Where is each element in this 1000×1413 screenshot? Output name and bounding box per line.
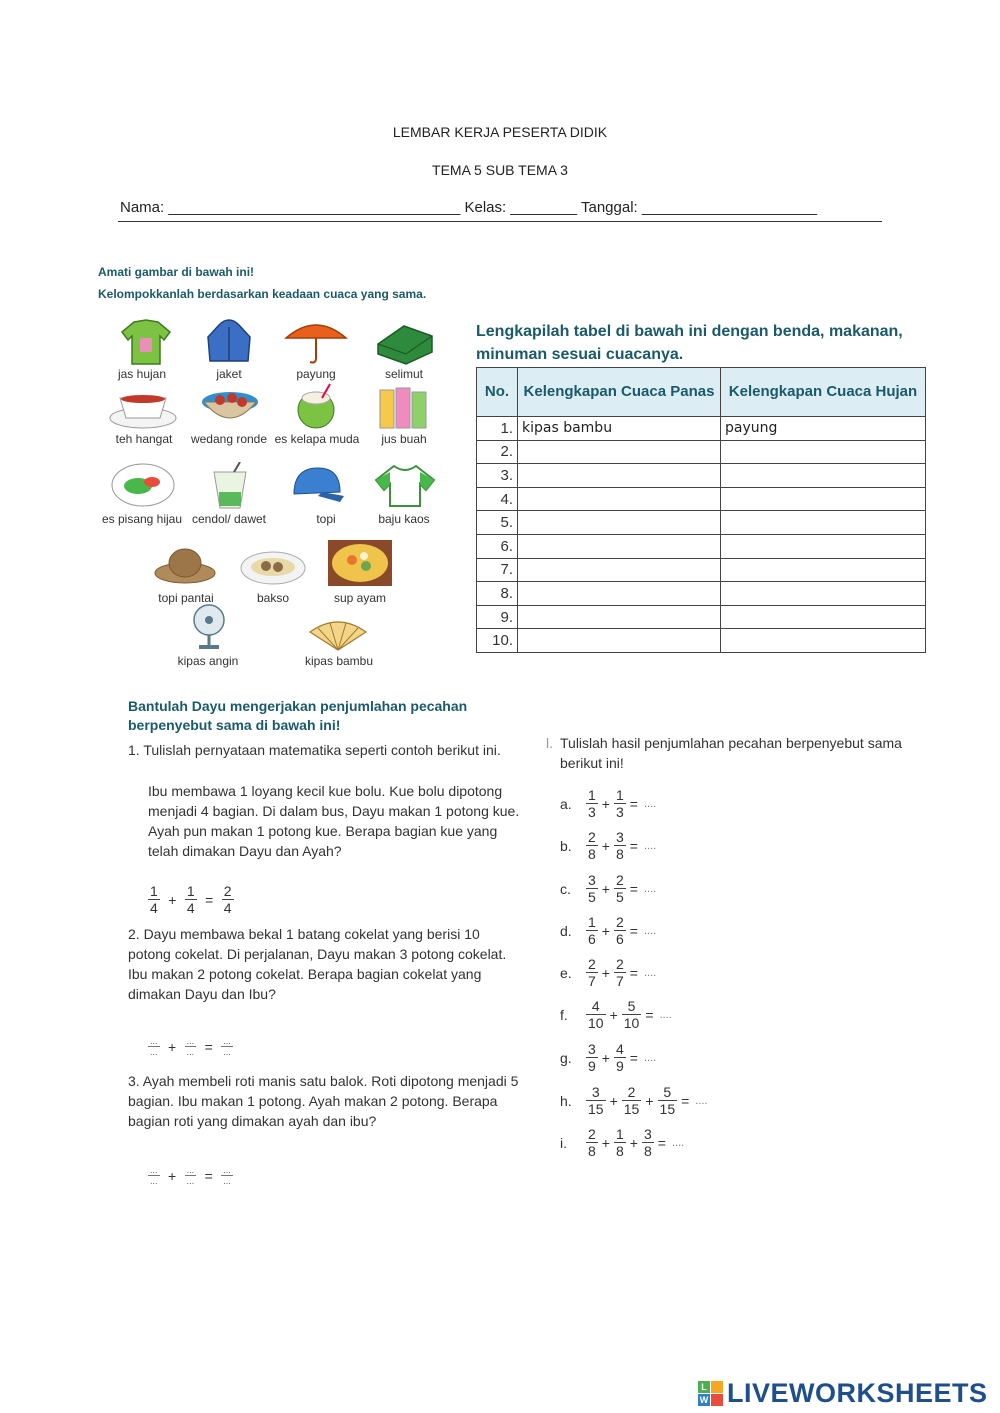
fraction: $\frac{2}{4}$ — [223, 883, 232, 916]
header-divider — [118, 221, 882, 222]
item-label-sup-ayam: sup ayam — [333, 591, 387, 605]
fraction: $\frac{1}{3}$ — [615, 787, 624, 820]
rain-answer-cell[interactable] — [721, 511, 926, 535]
row-number: 1. — [477, 417, 518, 441]
question3-answer-blank[interactable]: $\frac{...}{...}$ + $\frac{...}{...}$ = $\frac{...}{...}$ — [150, 1165, 231, 1186]
fraction: $\frac{2}{7}$ — [588, 956, 596, 989]
col-header-rain: Kelengkapan Cuaca Hujan — [721, 368, 926, 417]
worksheet-subtitle: TEMA 5 SUB TEMA 3 — [432, 162, 568, 178]
hot-answer-cell[interactable] — [518, 534, 721, 558]
item-label-es-pisang-hijau: es pisang hijau — [101, 512, 183, 526]
item-label-topi-pantai: topi pantai — [158, 591, 214, 605]
item-label-payung: payung — [296, 367, 336, 381]
table-row — [477, 464, 926, 488]
item-label-jaket: jaket — [216, 367, 242, 381]
answer-blank[interactable]: .... — [643, 1051, 657, 1064]
table-row — [477, 511, 926, 535]
fraction: $\frac{3}{8}$ — [643, 1126, 652, 1159]
brand-text: LIVEWORKSHEETS — [727, 1377, 988, 1408]
rain-answer-cell[interactable] — [721, 605, 926, 629]
fraction: $\frac{1}{4}$ — [150, 883, 158, 916]
fraction: $\frac{1}{8}$ — [615, 1126, 624, 1159]
liveworksheets-logo — [698, 1377, 988, 1409]
table-row — [477, 487, 926, 511]
answer-blank[interactable]: .... — [643, 797, 657, 810]
equals-sign: = — [657, 1134, 666, 1151]
problem-label: i. — [560, 1134, 567, 1151]
rain-answer-cell[interactable] — [721, 440, 926, 464]
section3-title: Tulislah hasil penjumlahan pecahan berpenyebut sama berikut ini! — [560, 735, 902, 771]
fraction-problem — [560, 914, 656, 947]
equals-sign: = — [629, 964, 638, 981]
rain-answer-cell[interactable] — [721, 487, 926, 511]
plus-sign: + — [609, 1006, 618, 1023]
answer-blank[interactable]: .... — [659, 1008, 672, 1021]
equals-sign: = — [645, 1006, 654, 1023]
fraction-problem — [560, 829, 656, 862]
rain-answer-cell[interactable] — [721, 464, 926, 488]
blanket-picture — [374, 322, 436, 371]
name-class-date-line: Nama: ___________________________________ Kelas: ________ Tanggal: _____________________ — [120, 199, 818, 216]
es-pisang-hijau-picture — [110, 462, 176, 513]
equals-sign: = — [629, 795, 638, 812]
beach-hat-picture — [154, 545, 216, 590]
item-label-jus-buah: jus buah — [381, 432, 427, 446]
plus-sign: + — [609, 1092, 618, 1109]
item-label-topi: topi — [316, 512, 336, 526]
item-label-kipas-angin: kipas angin — [177, 654, 239, 668]
plus-sign: + — [629, 1134, 638, 1151]
answer-blank[interactable]: .... — [695, 1094, 708, 1107]
cendol-picture — [210, 462, 250, 515]
coconut-ice-picture — [292, 382, 340, 435]
row-number: 7. — [477, 558, 518, 582]
answer-blank[interactable]: .... — [643, 924, 657, 937]
observe-instruction: Amati gambar di bawah ini! — [98, 265, 255, 279]
table-row — [477, 534, 926, 558]
chicken-soup-picture — [328, 540, 392, 591]
item-label-jas-hujan: jas hujan — [117, 367, 167, 381]
plus-sign: + — [601, 795, 610, 812]
fraction: $\frac{2}{8}$ — [588, 829, 596, 862]
weather-table — [476, 367, 926, 653]
hot-answer-cell[interactable] — [518, 582, 721, 606]
hot-answer-cell[interactable] — [518, 605, 721, 629]
section3-marker: l. — [546, 735, 553, 751]
hot-tea-picture — [108, 386, 178, 435]
fraction-problem — [560, 1084, 708, 1117]
fraction-problem — [560, 872, 656, 905]
row-number: 6. — [477, 534, 518, 558]
plus-sign: + — [601, 922, 610, 939]
item-label-wedang-ronde: wedang ronde — [190, 432, 268, 446]
fraction: $\frac{5}{15}$ — [659, 1084, 676, 1117]
plus-sign: + — [601, 964, 610, 981]
logo-badge-icon: L W — [698, 1381, 723, 1406]
fraction: $\frac{4}{9}$ — [615, 1041, 624, 1074]
rain-answer-cell[interactable] — [721, 582, 926, 606]
raincoat-picture — [120, 318, 172, 371]
equals-sign: = — [629, 880, 638, 897]
equals-sign: = — [681, 1092, 690, 1109]
rain-answer-cell[interactable]: payung — [721, 417, 926, 441]
fraction: $\frac{3}{5}$ — [588, 872, 596, 905]
table-row — [477, 582, 926, 606]
answer-blank[interactable]: .... — [643, 966, 657, 979]
table-row — [477, 629, 926, 653]
answer-blank[interactable]: .... — [643, 882, 657, 895]
plus-sign: + — [601, 837, 610, 854]
item-label-cendol-dawet: cendol/ dawet — [191, 512, 267, 526]
plus-sign: + — [601, 880, 610, 897]
worksheet-title: LEMBAR KERJA PESERTA DIDIK — [392, 124, 608, 140]
question1-story: Ibu membawa 1 loyang kecil kue bolu. Kue bolu dipotong menjadi 4 bagian. Di dalam bus, Dayu makan 1 potong kue. Ayah pun makan 1 potong kue. Berapa bagian kue yang telah dimakan Dayu dan Ayah? — [148, 783, 520, 859]
hot-answer-cell[interactable] — [518, 440, 721, 464]
table-instruction: Lengkapilah tabel di bawah ini dengan benda, makanan, minuman sesuai cuacanya. — [476, 323, 903, 363]
rain-answer-cell[interactable] — [721, 534, 926, 558]
fraction-problem — [560, 1126, 684, 1159]
fraction: $\frac{2}{6}$ — [615, 914, 624, 947]
fruit-juice-picture — [376, 380, 432, 435]
item-label-baju-kaos: baju kaos — [378, 512, 430, 526]
rain-answer-cell[interactable] — [721, 629, 926, 653]
row-number: 4. — [477, 487, 518, 511]
group-instruction: Kelompokkanlah berdasarkan keadaan cuaca yang sama. — [98, 287, 427, 301]
answer-blank[interactable]: .... — [643, 839, 657, 852]
problem-label: g. — [560, 1049, 572, 1066]
bakso-picture — [240, 550, 306, 591]
row-number: 3. — [477, 464, 518, 488]
hot-answer-cell[interactable] — [518, 464, 721, 488]
col-header-hot: Kelengkapan Cuaca Panas — [518, 368, 721, 417]
wedang-ronde-picture — [200, 384, 260, 435]
question2-text: 2. Dayu membawa bekal 1 batang cokelat yang berisi 10 potong cokelat. Di perjalanan, Dayu makan 3 potong cokelat. Ibu makan 2 potong cokelat. Berapa bagian cokelat yang dimakan Dayu dan Ibu? — [128, 926, 507, 1002]
fraction: $\frac{5}{10}$ — [623, 998, 640, 1031]
fraction: $\frac{1}{6}$ — [588, 914, 596, 947]
fraction: $\frac{2}{7}$ — [615, 956, 624, 989]
fraction: $\frac{4}{10}$ — [588, 998, 604, 1031]
hot-answer-cell[interactable] — [518, 629, 721, 653]
row-number: 9. — [477, 605, 518, 629]
question2-answer-blank[interactable]: $\frac{...}{...}$ + $\frac{...}{...}$ = $\frac{...}{...}$ — [150, 1036, 231, 1057]
cap-picture — [288, 466, 346, 509]
question3-text: 3. Ayah membeli roti manis satu balok. Roti dipotong menjadi 5 bagian. Ibu makan 1 potong. Ayah makan 2 potong. Berapa bagian roti yang dimakan ayah dan ibu? — [128, 1073, 519, 1129]
problem-label: b. — [560, 837, 572, 854]
plus-sign: + — [601, 1134, 610, 1151]
fraction: $\frac{1}{4}$ — [186, 883, 195, 916]
item-label-selimut: selimut — [384, 367, 423, 381]
col-header-no: No. — [477, 368, 518, 417]
fraction-problem — [560, 998, 672, 1031]
equals-sign: = — [629, 1049, 638, 1066]
table-row — [477, 605, 926, 629]
item-label-teh-hangat: teh hangat — [115, 432, 173, 446]
hot-answer-cell[interactable]: kipas bambu — [518, 417, 721, 441]
table-row — [477, 417, 926, 441]
fraction-problem — [560, 956, 656, 989]
question1-intro: 1. Tulislah pernyataan matematika seperti contoh berikut ini. — [128, 742, 501, 758]
section2-title: Bantulah Dayu mengerjakan penjumlahan pecahan berpenyebut sama di bawah ini! — [128, 698, 468, 733]
row-number: 10. — [477, 629, 518, 653]
problem-label: f. — [560, 1006, 568, 1023]
hot-answer-cell[interactable] — [518, 487, 721, 511]
problem-label: c. — [560, 880, 571, 897]
fraction: $\frac{3}{15}$ — [588, 1084, 604, 1117]
item-label-es-kelapa-muda: es kelapa muda — [274, 432, 360, 446]
answer-blank[interactable]: .... — [671, 1136, 685, 1149]
tshirt-picture — [374, 462, 436, 513]
item-label-kipas-bambu: kipas bambu — [304, 654, 374, 668]
table-row — [477, 440, 926, 464]
row-number: 2. — [477, 440, 518, 464]
fraction: $\frac{2}{8}$ — [588, 1126, 596, 1159]
bamboo-fan-picture — [308, 620, 368, 657]
jacket-picture — [204, 317, 254, 370]
question1-example-equation: $\frac{1}{4}$ + $\frac{1}{4}$ = $\frac{2}{4}$ — [150, 883, 232, 916]
fraction: $\frac{2}{15}$ — [623, 1084, 640, 1117]
fraction-problem — [560, 787, 656, 820]
rain-answer-cell[interactable] — [721, 558, 926, 582]
fraction-problem — [560, 1041, 656, 1074]
problem-label: e. — [560, 964, 572, 981]
umbrella-picture — [284, 318, 348, 371]
problem-label: d. — [560, 922, 572, 939]
hot-answer-cell[interactable] — [518, 511, 721, 535]
electric-fan-picture — [192, 603, 226, 656]
fraction: $\frac{1}{3}$ — [588, 787, 596, 820]
fraction: $\frac{3}{9}$ — [588, 1041, 596, 1074]
fraction: $\frac{3}{8}$ — [615, 829, 624, 862]
equals-sign: = — [629, 922, 638, 939]
table-row — [477, 558, 926, 582]
fraction: $\frac{2}{5}$ — [615, 872, 624, 905]
row-number: 5. — [477, 511, 518, 535]
problem-label: a. — [560, 795, 572, 812]
plus-sign: + — [645, 1092, 654, 1109]
plus-sign: + — [601, 1049, 610, 1066]
item-label-bakso: bakso — [256, 591, 290, 605]
row-number: 8. — [477, 582, 518, 606]
problem-label: h. — [560, 1092, 572, 1109]
equals-sign: = — [629, 837, 638, 854]
hot-answer-cell[interactable] — [518, 558, 721, 582]
